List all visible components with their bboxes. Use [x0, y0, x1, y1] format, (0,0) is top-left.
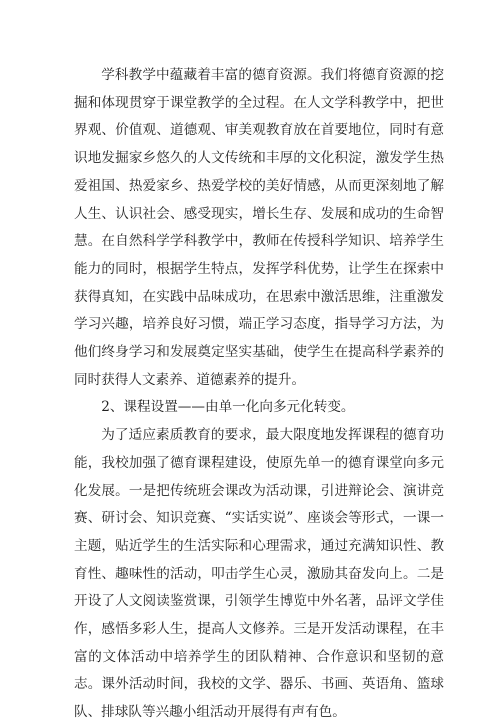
document-page	[74, 62, 444, 727]
paragraph-moral-resources: 学科教学中蕴藏着丰富的德育资源。我们将德育资源的挖掘和体现贯穿于课堂教学的全过程。在人文学科教学中，把世界观、价值观、道德观、审美观教育放在首要地位，同时有意识地发掘家乡悠久的人文传统和丰厚的文化积淀，激发学生热爱祖国、热爱家乡、热爱学校的美好情感，从而更深刻地了解人生、认识社会、感受现实，增长生存、发展和成功的生命智慧。在自然科学学科教学中，教师在传授科学知识、培养学生能力的同时，根据学生特点，发挥学科优势，让学生在探索中获得真知，在实践中品味成功，在思索中激活思维，注重激发学习兴趣，培养良好习惯，端正学习态度，指导学习方法，为他们终身学习和发展奠定坚实基础，使学生在提高科学素养的同时获得人文素养、道德素养的提升。	[74, 67, 444, 388]
paragraph-curriculum: 为了适应素质教育的要求，最大限度地发挥课程的德育功能，我校加强了德育课程建设，使原先单一的德育课堂向多元化发展。一是把传统班会课改为活动课，引进辩论会、演讲竞赛、研讨会、知识竞赛、“实话实说”、座谈会等形式，一课一主题，贴近学生的生活实际和心理需求，通过充满知识性、教育性、趣味性的活动，叩击学生心灵，激励其奋发向上。二是开设了人文阅读鉴赏课，引领学生博览中外名著，品评文学佳作，感悟多彩人生，提高人文修养。三是开发活动课程，在丰富的文体活动中培养学生的团队精神、合作意识和坚韧的意志。课外活动时间，我校的文学、器乐、书画、英语角、篮球队、排球队等兴趣小组活动开展得有声有色。	[74, 427, 444, 721]
section-heading-curriculum: 2、课程设置——由单一化向多元化转变。	[101, 399, 355, 416]
